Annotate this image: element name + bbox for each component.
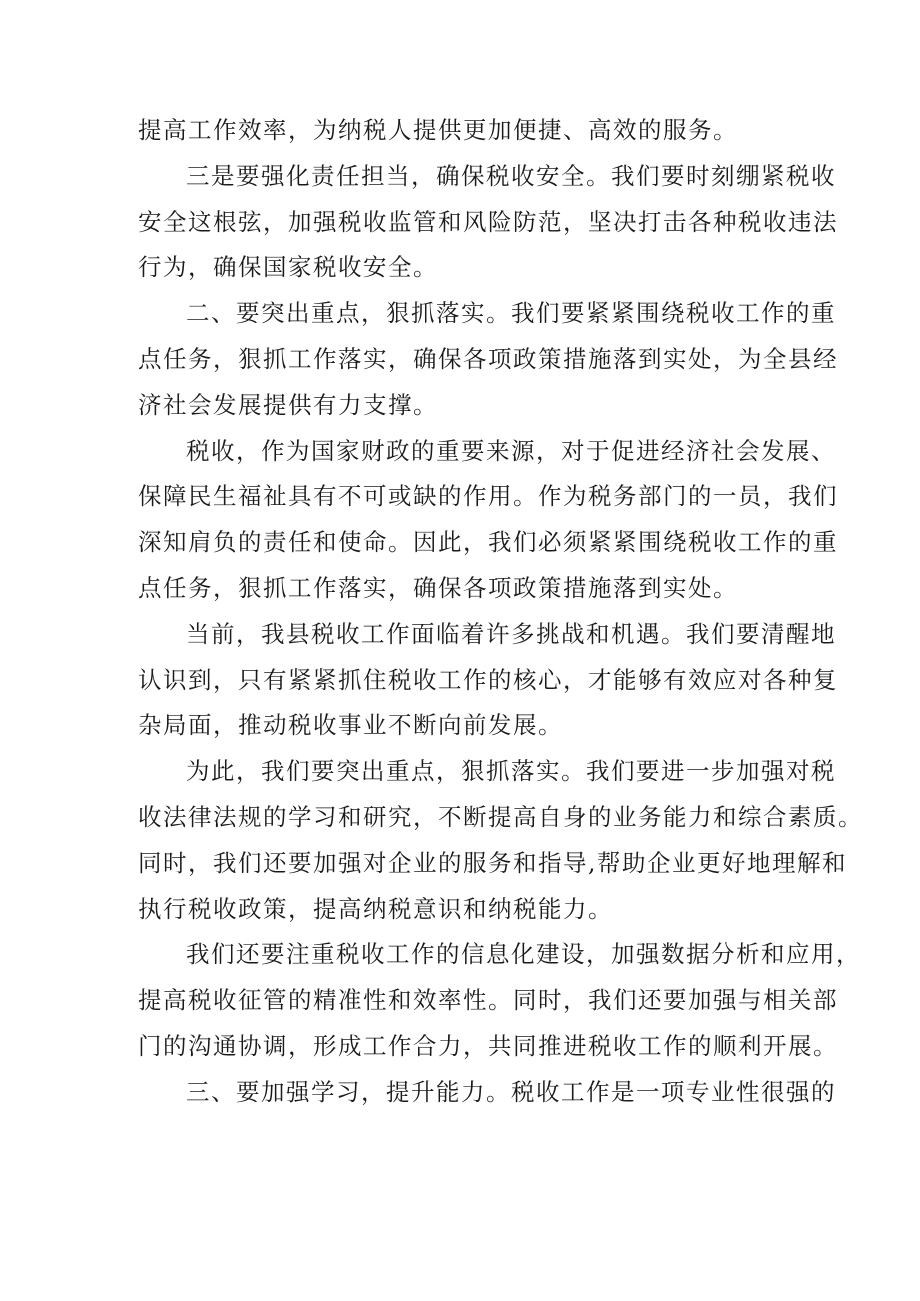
text-line: 执行税收政策，提高纳税意识和纳税能力。 bbox=[138, 894, 613, 923]
text-line: 保障民生福祉具有不可或缺的作用。作为税务部门的一员，我们 bbox=[138, 482, 838, 511]
text-line: 三是要强化责任担当，确保税收安全。我们要时刻绷紧税收 bbox=[186, 161, 836, 190]
text-line: 行为，确保国家税收安全。 bbox=[138, 253, 438, 282]
text-line: 点任务，狠抓工作落实，确保各项政策措施落到实处。 bbox=[138, 573, 738, 602]
text-line: 当前，我县税收工作面临着许多挑战和机遇。我们要清醒地 bbox=[186, 619, 836, 648]
text-line: 提高税收征管的精准性和效率性。同时，我们还要加强与相关部 bbox=[138, 986, 838, 1015]
text-line: 收法律法规的学习和研究，不断提高自身的业务能力和综合素质。 bbox=[138, 802, 863, 831]
text-line: 同时，我们还要加强对企业的服务和指导,帮助企业更好地理解和 bbox=[138, 848, 847, 877]
text-line: 我们还要注重税收工作的信息化建设，加强数据分析和应用， bbox=[186, 940, 861, 969]
text-line: 安全这根弦，加强税收监管和风险防范，坚决打击各种税收违法 bbox=[138, 207, 838, 236]
text-line: 门的沟通协调，形成工作合力，共同推进税收工作的顺利开展。 bbox=[138, 1031, 838, 1060]
text-line: 认识到，只有紧紧抓住税收工作的核心，才能够有效应对各种复 bbox=[138, 665, 838, 694]
text-line: 点任务，狠抓工作落实，确保各项政策措施落到实处，为全县经 bbox=[138, 344, 838, 373]
document-body bbox=[138, 108, 863, 1116]
text-line: 三、要加强学习，提升能力。税收工作是一项专业性很强的 bbox=[186, 1077, 836, 1106]
text-line: 济社会发展提供有力支撑。 bbox=[138, 390, 438, 419]
text-line: 杂局面，推动税收事业不断向前发展。 bbox=[138, 711, 563, 740]
text-line: 二、要突出重点，狠抓落实。我们要紧紧围绕税收工作的重 bbox=[186, 299, 836, 328]
text-line: 为此，我们要突出重点，狠抓落实。我们要进一步加强对税 bbox=[186, 757, 836, 786]
text-line: 提高工作效率，为纳税人提供更加便捷、高效的服务。 bbox=[138, 116, 738, 144]
text-line: 税收，作为国家财政的重要来源，对于促进经济社会发展、 bbox=[186, 436, 836, 465]
text-line: 深知肩负的责任和使命。因此，我们必须紧紧围绕税收工作的重 bbox=[138, 528, 838, 557]
